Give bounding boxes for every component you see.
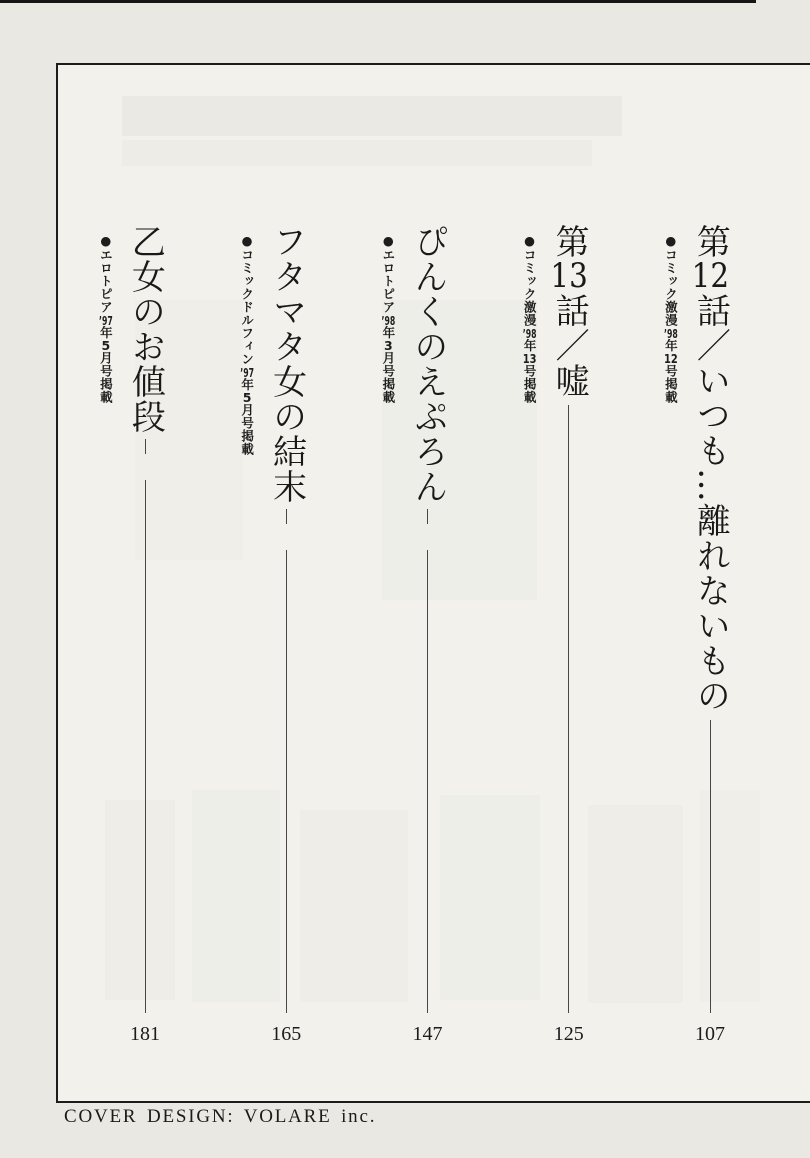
page-number: 181 (130, 1023, 160, 1045)
page-number: 107 (695, 1023, 725, 1045)
cover-design-credit: COVER DESIGN: VOLARE inc. (64, 1106, 377, 1127)
entry-title: フタマタ女の結末 (266, 224, 307, 504)
entry-title: 第13話／嘘 (549, 224, 590, 398)
entry-title: ぴんくのえぷろん (407, 224, 448, 504)
entry-source-note: ●エロトピア’98年3月号掲載 (380, 233, 396, 404)
leader-dash (427, 509, 428, 524)
leader-line (568, 405, 569, 1013)
leader-dash (145, 439, 146, 454)
leader-dash (286, 509, 287, 524)
entry-source-note: ●コミックドルフィン’97年5月号掲載 (239, 233, 255, 456)
toc-entry (514, 224, 624, 1045)
toc-entry (231, 224, 341, 1045)
toc-list (90, 224, 765, 1045)
entry-title: 乙女のお値段 (125, 224, 166, 434)
toc-entry (90, 224, 200, 1045)
page-number: 165 (271, 1023, 302, 1045)
leader-line (286, 550, 287, 1013)
entry-title: 第12話／いつも…離れないもの (690, 224, 731, 713)
leader-line (145, 480, 146, 1013)
leader-line (710, 720, 711, 1013)
entry-source-note: ●エロトピア’97年5月号掲載 (98, 233, 114, 404)
entry-source-note: ●コミック激漫’98年13号掲載 (522, 233, 538, 404)
toc-entry (655, 224, 765, 1045)
scan-edge-artifact (0, 0, 756, 3)
page-number: 125 (553, 1023, 584, 1045)
leader-line (427, 550, 428, 1013)
page-number: 147 (412, 1023, 443, 1045)
toc-entry (373, 224, 483, 1045)
entry-source-note: ●コミック激漫’98年12号掲載 (663, 233, 679, 404)
